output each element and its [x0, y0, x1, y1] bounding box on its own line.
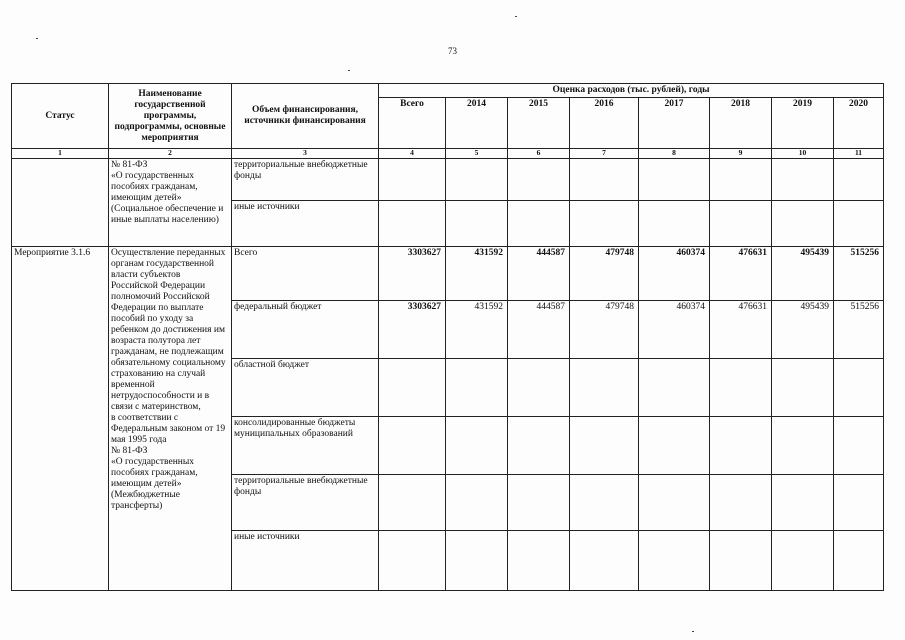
value-cell: [639, 417, 710, 475]
source-cell: областной бюджет: [232, 359, 379, 417]
value-cell: [446, 201, 508, 247]
value-cell: [570, 359, 639, 417]
column-number: 10: [772, 149, 834, 159]
value-cell: 495439: [772, 247, 834, 301]
value-cell: [508, 159, 570, 201]
source-cell: территориальные внебюджетные фонды: [232, 159, 379, 201]
table-row: [12, 159, 884, 201]
value-cell: [710, 201, 772, 247]
header-col-2017: 2017: [639, 98, 710, 149]
value-cell: [710, 159, 772, 201]
scan-speck: [515, 16, 517, 17]
value-cell: 476631: [710, 301, 772, 359]
scan-speck: [36, 38, 38, 39]
value-cell: [508, 531, 570, 591]
financing-table: [11, 83, 884, 591]
value-cell: [710, 475, 772, 531]
header-estimate: Оценка расходов (тыс. рублей), годы: [379, 84, 884, 98]
value-cell: 495439: [772, 301, 834, 359]
value-cell: [379, 531, 446, 591]
column-number: 8: [639, 149, 710, 159]
source-cell: иные источники: [232, 531, 379, 591]
column-number: 2: [109, 149, 232, 159]
value-cell: 476631: [710, 247, 772, 301]
header-col-2018: 2018: [710, 98, 772, 149]
value-cell: [772, 531, 834, 591]
value-cell: [834, 359, 884, 417]
value-cell: [772, 417, 834, 475]
source-cell: Всего: [232, 247, 379, 301]
value-cell: 479748: [570, 301, 639, 359]
value-cell: 515256: [834, 301, 884, 359]
column-number-row: [12, 149, 884, 159]
value-cell: [639, 531, 710, 591]
source-cell: консолидированные бюджеты муниципальных образований: [232, 417, 379, 475]
scan-speck: [692, 631, 694, 632]
column-number: 3: [232, 149, 379, 159]
value-cell: [446, 359, 508, 417]
value-cell: [834, 159, 884, 201]
status-cell: Мероприятие 3.1.6: [12, 247, 109, 591]
column-number: 7: [570, 149, 639, 159]
value-cell: [446, 531, 508, 591]
value-cell: [710, 359, 772, 417]
value-cell: 444587: [508, 247, 570, 301]
value-cell: 479748: [570, 247, 639, 301]
header-col-2015: 2015: [508, 98, 570, 149]
value-cell: 460374: [639, 301, 710, 359]
value-cell: 460374: [639, 247, 710, 301]
value-cell: [570, 475, 639, 531]
value-cell: 431592: [446, 301, 508, 359]
activity-name-cell: № 81-ФЗ «О государственных пособиях гражданам, имеющим детей» (Социальное обеспечение и иные выплаты населению): [109, 159, 232, 247]
value-cell: 444587: [508, 301, 570, 359]
value-cell: [446, 417, 508, 475]
source-cell: федеральный бюджет: [232, 301, 379, 359]
header-col-2019: 2019: [772, 98, 834, 149]
value-cell: [570, 201, 639, 247]
value-cell: [379, 359, 446, 417]
header-status: Статус: [12, 84, 109, 149]
header-volume: Объем финансирования, источники финансирования: [232, 84, 379, 149]
value-cell: [508, 475, 570, 531]
value-cell: [710, 417, 772, 475]
column-number: 6: [508, 149, 570, 159]
value-cell: [379, 475, 446, 531]
value-cell: 3303627: [379, 247, 446, 301]
value-cell: [639, 475, 710, 531]
value-cell: [834, 531, 884, 591]
value-cell: [639, 201, 710, 247]
source-cell: территориальные внебюджетные фонды: [232, 475, 379, 531]
header-name: Наименование государственной программы, подпрограммы, основные мероприятия: [109, 84, 232, 149]
value-cell: [772, 359, 834, 417]
value-cell: [379, 159, 446, 201]
value-cell: [508, 417, 570, 475]
value-cell: [508, 201, 570, 247]
column-number: 9: [710, 149, 772, 159]
column-number: 5: [446, 149, 508, 159]
value-cell: [772, 159, 834, 201]
source-cell: иные источники: [232, 201, 379, 247]
value-cell: [710, 531, 772, 591]
value-cell: [570, 531, 639, 591]
value-cell: [508, 359, 570, 417]
header-col-2020: 2020: [834, 98, 884, 149]
column-number: 11: [834, 149, 884, 159]
value-cell: [834, 201, 884, 247]
column-number: 1: [12, 149, 109, 159]
value-cell: 515256: [834, 247, 884, 301]
page-number: 73: [448, 46, 457, 56]
value-cell: [570, 417, 639, 475]
value-cell: [379, 417, 446, 475]
header-col-total: Всего: [379, 98, 446, 149]
header-col-2016: 2016: [570, 98, 639, 149]
table-row: [12, 247, 884, 301]
value-cell: [446, 159, 508, 201]
column-number: 4: [379, 149, 446, 159]
header-col-2014: 2014: [446, 98, 508, 149]
status-cell: [12, 159, 109, 247]
activity-name-cell: Осуществление переданных органам государственной власти субъектов Российской Федерации полномочий Российской Федерации по выплате пособий по уходу за ребенком до достижения им возраста полутора лет гражданам, не подлежащим обязательному социальному страхованию на случай временной нетрудоспособности и в связи с материнством, в соответствии с Федеральным законом от 19 мая 1995 года № 81-ФЗ «О государственных пособиях гражданам, имеющим детей» (Межбюджетные трансферты): [109, 247, 232, 591]
value-cell: [772, 475, 834, 531]
value-cell: [834, 475, 884, 531]
value-cell: 431592: [446, 247, 508, 301]
value-cell: [446, 475, 508, 531]
scan-speck: [348, 70, 350, 71]
value-cell: [834, 417, 884, 475]
value-cell: [379, 201, 446, 247]
value-cell: [639, 359, 710, 417]
value-cell: [772, 201, 834, 247]
value-cell: 3303627: [379, 301, 446, 359]
value-cell: [639, 159, 710, 201]
value-cell: [570, 159, 639, 201]
